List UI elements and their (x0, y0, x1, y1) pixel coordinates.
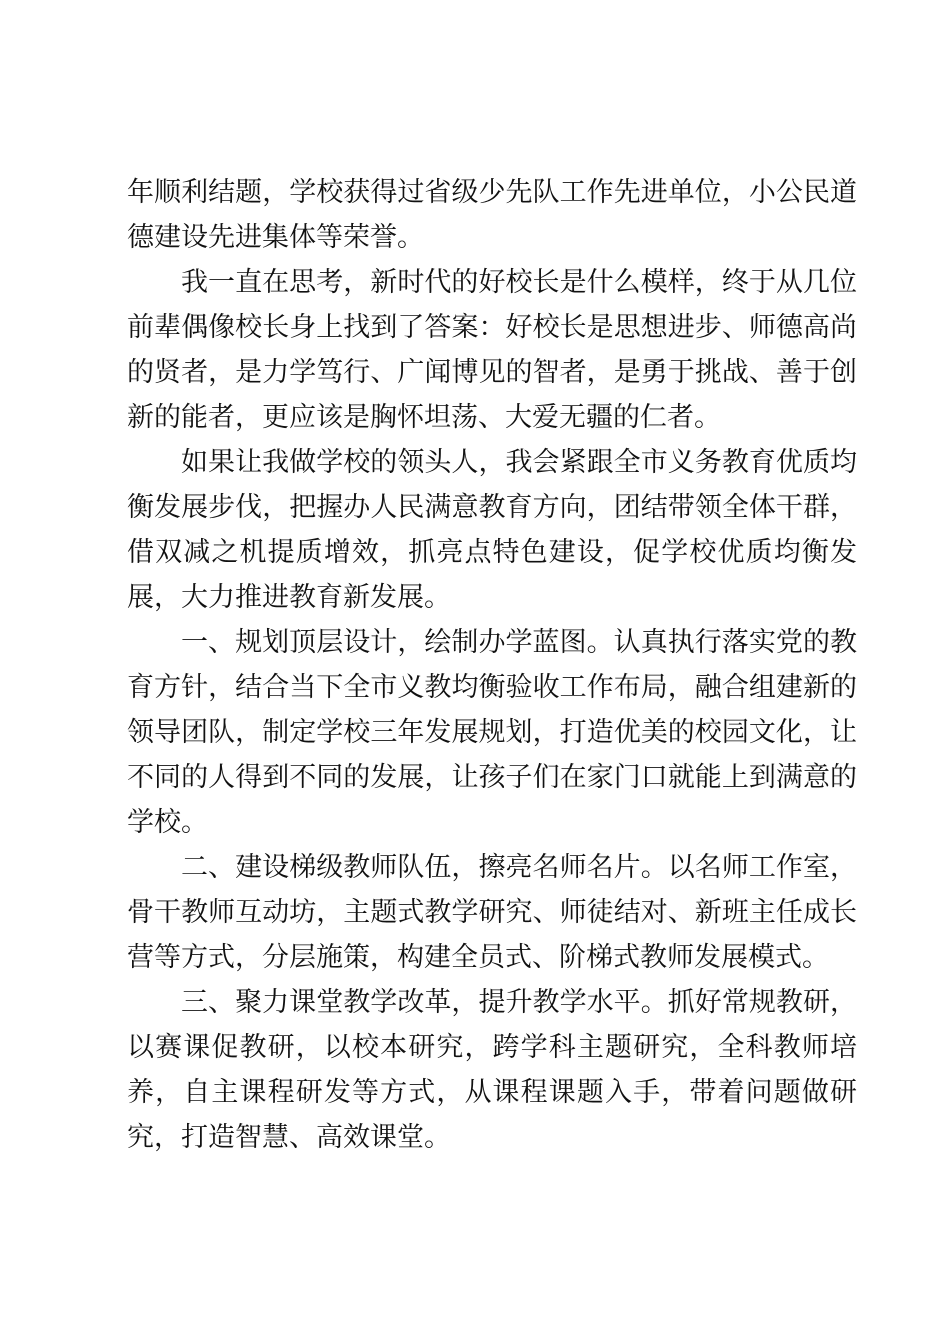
document-body (127, 170, 857, 1160)
paragraph-1: 年顺利结题，学校获得过省级少先队工作先进单位，小公民道德建设先进集体等荣誉。 (127, 177, 857, 253)
paragraph-3: 如果让我做学校的领头人，我会紧跟全市义务教育优质均衡发展步伐，把握办人民满意教育方向，团结带领全体干群，借双减之机提质增效，抓亮点特色建设，促学校优质均衡发展，大力推进教育新发展。 (127, 447, 857, 613)
paragraph-6: 三、聚力课堂教学改革，提升教学水平。抓好常规教研，以赛课促教研，以校本研究，跨学科主题研究，全科教师培养，自主课程研发等方式，从课程课题入手，带着问题做研究，打造智慧、高效课堂。 (127, 987, 857, 1153)
paragraph-5: 二、建设梯级教师队伍，擦亮名师名片。以名师工作室，骨干教师互动坊，主题式教学研究、师徒结对、新班主任成长营等方式，分层施策，构建全员式、阶梯式教师发展模式。 (127, 852, 857, 973)
paragraph-2: 我一直在思考，新时代的好校长是什么模样，终于从几位前辈偶像校长身上找到了答案：好校长是思想进步、师德高尚的贤者，是力学笃行、广闻博见的智者，是勇于挑战、善于创新的能者，更应该是胸怀坦荡、大爱无疆的仁者。 (127, 267, 857, 433)
paragraph-4: 一、规划顶层设计，绘制办学蓝图。认真执行落实党的教育方针，结合当下全市义教均衡验收工作布局，融合组建新的领导团队，制定学校三年发展规划，打造优美的校园文化，让不同的人得到不同的发展，让孩子们在家门口就能上到满意的学校。 (127, 627, 857, 838)
